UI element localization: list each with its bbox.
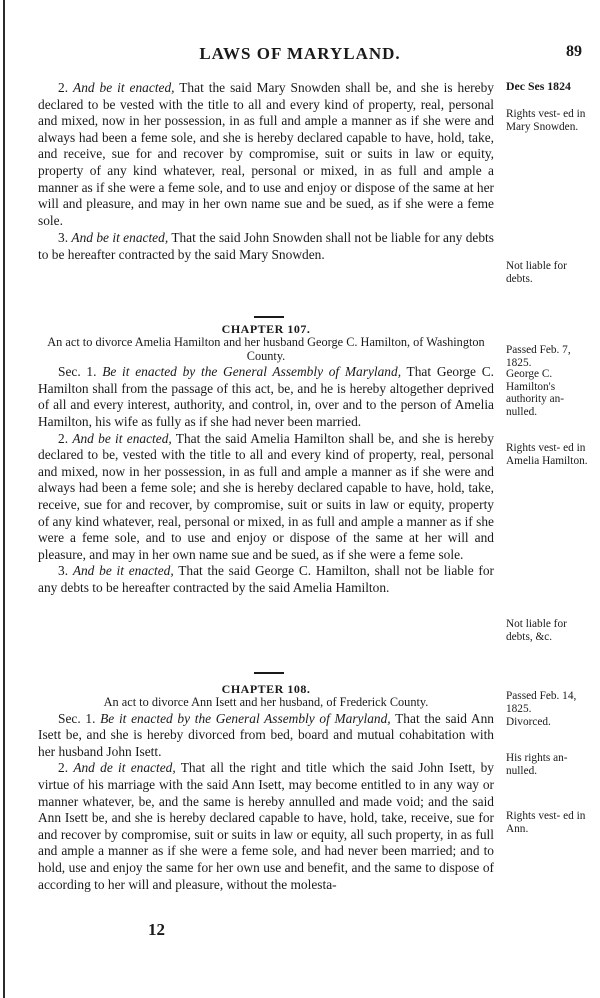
margin-not-liable-2: Not liable for debts, &c. — [506, 618, 567, 643]
section-body: That the said Amelia Hamilton shall be, and she is hereby declared to be, vested with the title to all and every kind of property, real, personal and mixed, now in her possession, in as full and ample a manner as if she were and always had been a feme sole; and she is hereby declared capable to have, hold, take, receive, sue for and recover, by compromise, suit or suits in law or equity, property of any kind whatever, real, personal or mixed, in as full and ample a manner as if she were a feme sole, and to use and enjoy or dispose of the same at her will and pleasure, and may in her own name sue and be sued, as if she were a feme sole. — [38, 430, 494, 562]
section-label: 2. — [58, 80, 69, 95]
margin-rights-amelia: Rights vest- ed in Amelia Hamilton. — [506, 442, 588, 467]
section-body: That all the right and title which the said John Isett, by virtue of his marriage with the said Ann Isett, may become entitled to in any way or manner whatever, be, and the same is hereby annulled and made void; and the said Ann Isett be, and she is hereby declared capable to have, hold, take, receive, sue for and recover by compromise, suit or suits in law or equity, all such property, in as full and ample a manner as if she were a feme sole, and had never been married; and to hold, use and enjoy the same for her own use and benefit, and the same to dispose of according to her will and pleasure, without the molesta- — [38, 760, 494, 892]
margin-rights-ann: Rights vest- ed in Ann. — [506, 810, 586, 835]
section-label: 2. — [58, 760, 69, 776]
section-body: That George C. Hamilton shall from the passage of this act, be, and he is hereby altogether deprived of all and every interest, authority, and control, in, over and to the person of Amelia Hamilton, his wife as fully as if she had never been married. — [38, 364, 494, 429]
ch108-sec1 — [38, 711, 494, 761]
ch107-sec2 — [38, 431, 494, 564]
section-label: Sec. 1. — [58, 710, 96, 726]
sec3-mary-snowden — [38, 230, 494, 263]
margin-passed-108: Passed Feb. 14, 1825. — [506, 690, 577, 715]
ch107-sec1 — [38, 364, 494, 430]
sec2-mary-snowden — [38, 80, 494, 229]
chapter-108 — [38, 682, 494, 893]
margin-his-rights: His rights an- nulled. — [506, 752, 568, 777]
ch107-sec3 — [38, 563, 494, 596]
running-head: LAWS OF MARYLAND. — [199, 44, 401, 63]
enacting-clause: And be it enacted, — [73, 80, 175, 95]
margin-not-liable-1: Not liable for debts. — [506, 260, 567, 285]
chapter-107-heading: CHAPTER 107. — [221, 322, 311, 336]
enacting-clause: And be it enacted, — [72, 430, 172, 446]
separator-rule — [254, 672, 284, 674]
section-label: 3. — [58, 563, 69, 579]
section-body: That the said Ann Isett be, and she is hereby divorced from bed, board and mutual cohabitation with her husband John Isett. — [38, 710, 494, 759]
enacting-clause: And de it enacted, — [73, 760, 176, 776]
section-label: 3. — [58, 230, 69, 246]
section-body: That the said John Snowden shall not be liable for any debts to be hereafter contracted by the said Mary Snowden. — [38, 230, 494, 262]
section-label: 2. — [58, 430, 69, 446]
separator-rule — [254, 316, 284, 318]
margin-rights-mary: Rights vest- ed in Mary Snowden. — [506, 108, 586, 133]
enacting-clause: And be it enacted, — [71, 230, 169, 246]
chapter-107-title: An act to divorce Amelia Hamilton and her husband George C. Hamilton, of Washington County. — [47, 335, 485, 363]
section-mary-snowden — [38, 80, 494, 264]
section-body: That the said Mary Snowden shall be, and she is hereby declared to be vested with the title to all and every kind of property, real, personal and mixed, now in her possession, in as full and ample a manner as if she were and always had been a feme sole, and she is hereby declared capable to have, hold, take, and receive, sue for and recover by compromise, suit or suits in law or equity, property of any kind whatever, real, personal or mixed, in as full and ample a manner as if she were a feme sole, and to use and enjoy or dispose of the same at her will and pleasure, and may in her own name sue and be sued, as if she were a feme sole. — [38, 80, 494, 228]
margin-authority-annulled: George C. Hamilton's authority an- nulled. — [506, 368, 565, 418]
enacting-clause: And be it enacted, — [72, 563, 174, 579]
ch108-sec2 — [38, 760, 494, 893]
enacting-clause: Be it enacted by the General Assembly of Maryland, — [102, 364, 402, 380]
chapter-108-heading: CHAPTER 108. — [221, 682, 311, 696]
margin-divorced: Divorced. — [506, 716, 551, 728]
enacting-clause: Be it enacted by the General Assembly of Maryland, — [100, 710, 391, 726]
margin-session: Dec Ses 1824 — [506, 79, 571, 93]
page-number: 89 — [566, 43, 582, 60]
margin-passed-107: Passed Feb. 7, 1825. — [506, 344, 571, 369]
section-body: That the said George C. Hamilton, shall not be liable for any debts to be hereafter contracted by the said Amelia Hamilton. — [38, 563, 495, 595]
signature-mark: 12 — [148, 920, 165, 939]
chapter-107 — [38, 322, 494, 597]
chapter-108-title: An act to divorce Ann Isett and her husband, of Frederick County. — [103, 695, 429, 709]
page-edge-rule — [3, 0, 5, 998]
section-label: Sec. 1. — [58, 364, 97, 380]
